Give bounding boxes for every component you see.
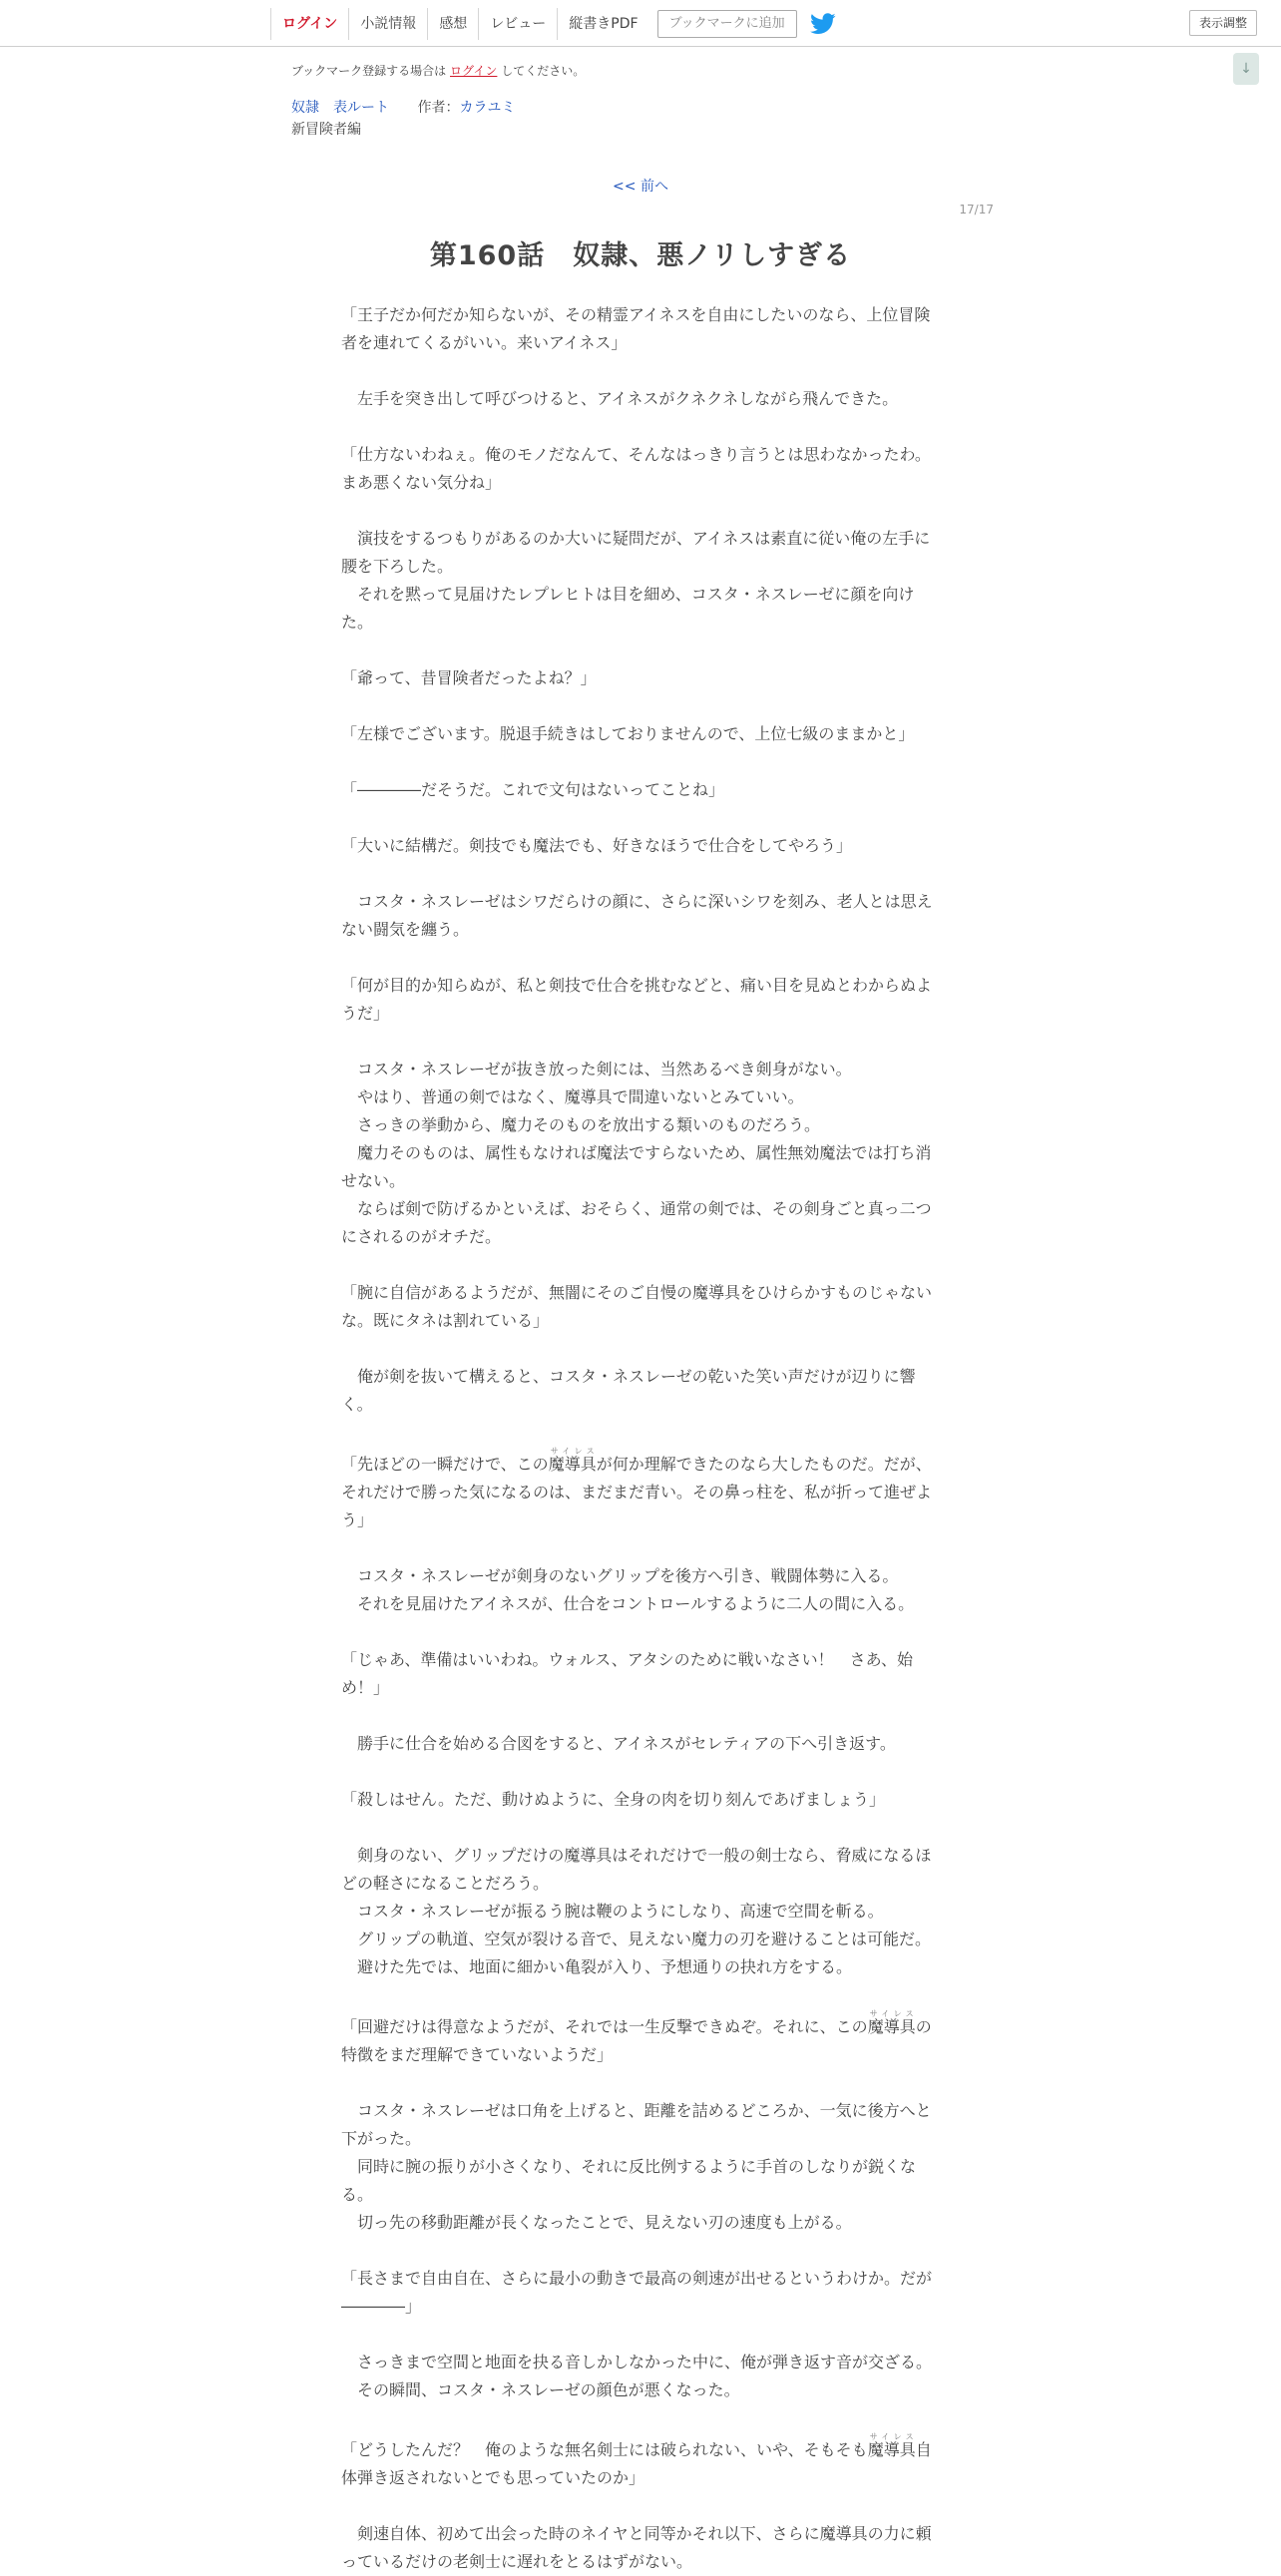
- ruby-base: 魔導具: [867, 2440, 916, 2459]
- ruby-base: 魔導具: [548, 1455, 597, 1474]
- novel-line: ならば剣で防げるかといえば、おそらく、通常の剣では、その剣身ごと真っ二つにされるのがオチだ。: [341, 1199, 932, 1246]
- novel-line: 剣速自体、初めて出会った時のネイヤと同等かそれ以下、さらに魔導具の力に頼っているだけの老剣士に遅れをとるはずがない。: [341, 2524, 932, 2571]
- login-link[interactable]: ログイン: [270, 8, 348, 40]
- novel-line: [341, 1758, 940, 1786]
- novel-line: [341, 1618, 940, 1646]
- prev-page-link[interactable]: << 前へ: [613, 179, 668, 195]
- series-info: [291, 97, 515, 117]
- ruby-annotation: [548, 1447, 597, 1474]
- novel-line: 「爺って、昔冒険者だったよね？」: [341, 668, 597, 687]
- page-counter: 17/17: [959, 203, 994, 216]
- novel-line: やはり、普通の剣ではなく、魔導具で間違いないとみていい。: [341, 1087, 804, 1106]
- novel-line: [341, 2069, 940, 2097]
- novel-body: [341, 301, 940, 2576]
- novel-line: コスタ・ネスレーゼが振るう腕は鞭のようにしなり、高速で空間を斬る。: [341, 1902, 884, 1921]
- novel-line: [341, 413, 940, 441]
- novel-line-text-after: 自体弾き返されないとでも思っていたのか」: [341, 2440, 932, 2487]
- novel-line: 演技をするつもりがあるのか大いに疑問だが、アイネスは素直に従い俺の左手に腰を下ろした。: [341, 529, 931, 576]
- novel-line: 「王子だか何だか知らないが、その精霊アイネスを自由にしたいのなら、上位冒険者を連れてくるがいい。来いアイネス」: [341, 305, 931, 352]
- novel-line: [341, 2237, 940, 2265]
- novel-line-text-after: が何か理解できたのなら大したものだ。だが、それだけで勝った気になるのは、まだまだ青い。その鼻っ柱を、私が折って進ぜよう」: [341, 1455, 933, 1529]
- novel-line: [341, 748, 940, 776]
- novel-line: [341, 2404, 940, 2432]
- novel-line: [341, 1981, 940, 2009]
- add-bookmark-button[interactable]: ブックマークに追加: [657, 10, 797, 38]
- novel-line: 「仕方ないわねぇ。俺のモノだなんて、そんなはっきり言うとは思わなかったわ。まあ悪くない気分ね」: [341, 445, 931, 492]
- prev-page-nav: [0, 176, 1281, 196]
- novel-line: [341, 2009, 940, 2069]
- novel-line: 「――――だそうだ。これで文句はないってことね」: [341, 780, 725, 799]
- novel-line: [341, 692, 940, 720]
- scroll-down-button[interactable]: ↓: [1233, 53, 1259, 85]
- novel-line: [341, 357, 940, 385]
- bookmark-notice-text-end: してください。: [501, 64, 586, 78]
- novel-line: [341, 1702, 940, 1730]
- novel-line: 避けた先では、地面に細かい亀裂が入り、予想通りの抉れ方をする。: [341, 1957, 853, 1976]
- novel-line: 勝手に仕合を始める合図をすると、アイネスがセレティアの下へ引き返す。: [341, 1734, 896, 1753]
- novel-line: さっきまで空間と地面を抉る音しかしなかった中に、俺が弾き返す音が交ざる。: [341, 2353, 933, 2371]
- novel-line: グリップの軌道、空気が裂ける音で、見えない魔力の刃を避けることは可能だ。: [341, 1930, 932, 1948]
- novel-line: コスタ・ネスレーゼが抜き放った剣には、当然あるべき剣身がない。: [341, 1060, 852, 1078]
- novel-line: 「何が目的か知らぬが、私と剣技で仕合を挑むなどと、痛い目を見ぬとわからぬようだ」: [341, 976, 933, 1023]
- novel-line: コスタ・ネスレーゼは口角を上げると、距離を詰めるどころか、一気に後方へと下がった。: [341, 2101, 932, 2148]
- novel-line: [341, 804, 940, 832]
- novel-line: [341, 1419, 940, 1447]
- novel-line: [341, 1814, 940, 1842]
- novel-line: 「腕に自信があるようだが、無闇にそのご自慢の魔導具をひけらかすものじゃないな。既にタネは割れている」: [341, 1283, 933, 1330]
- novel-line-text: 「回避だけは得意なようだが、それでは一生反撃できぬぞ。それに、この: [341, 2017, 868, 2036]
- bookmark-login-notice: [291, 62, 585, 79]
- author-label: 作者：: [417, 100, 460, 116]
- novel-line-text: 「どうしたんだ？ 俺のような無名剣士には破られない、いや、そもそも: [341, 2440, 868, 2459]
- novel-info-link[interactable]: 小説情報: [348, 8, 427, 40]
- ruby-annotation: [867, 2432, 916, 2459]
- ruby-reading: サイレス: [867, 2432, 916, 2441]
- ruby-reading: サイレス: [548, 1447, 597, 1456]
- novel-line: 俺が剣を抜いて構えると、コスタ・ネスレーゼの乾いた笑い声だけが辺りに響く。: [341, 1367, 916, 1414]
- novel-line: [341, 637, 940, 664]
- bookmark-login-link[interactable]: ログイン: [450, 64, 498, 78]
- novel-line: 「長さまで自由自在、さらに最小の動きで最高の剣速が出せるというわけか。だが――――」: [341, 2269, 933, 2316]
- novel-line: それを見届けたアイネスが、仕合をコントロールするように二人の間に入る。: [341, 1594, 915, 1613]
- novel-line: 「殺しはせん。ただ、動けぬように、全身の肉を切り刻んであげましょう」: [341, 1790, 885, 1809]
- novel-line: それを黙って見届けたレプレヒトは目を細め、コスタ・ネスレーゼに顔を向けた。: [341, 585, 915, 632]
- series-title-link[interactable]: 奴隷 表ルート: [291, 100, 389, 116]
- novel-line: [341, 1447, 940, 1534]
- bookmark-notice-text: ブックマーク登録する場合は: [291, 64, 447, 78]
- display-settings-button[interactable]: 表示調整: [1189, 10, 1257, 36]
- vertical-pdf-link[interactable]: 縦書きPDF: [557, 8, 648, 40]
- nav-menu: [270, 8, 836, 40]
- novel-line: 「じゃあ、準備はいいわね。ウォルス、アタシのために戦いなさい！ さあ、始め！」: [341, 1650, 913, 1697]
- novel-line: [341, 860, 940, 888]
- impressions-link[interactable]: 感想: [427, 8, 478, 40]
- novel-line: 「左様でございます。脱退手続きはしておりませんので、上位七級のままかと」: [341, 724, 915, 743]
- novel-line: 魔力そのものは、属性もなければ魔法ですらないため、属性無効魔法では打ち消せない。: [341, 1143, 932, 1190]
- novel-line: [341, 1335, 940, 1363]
- novel-line: [341, 1251, 940, 1279]
- review-link[interactable]: レビュー: [478, 8, 557, 40]
- ruby-base: 魔導具: [867, 2017, 916, 2036]
- ruby-reading: サイレス: [867, 2009, 916, 2018]
- novel-line: [341, 2321, 940, 2349]
- novel-line: 「大いに結構だ。剣技でも魔法でも、好きなほうで仕合をしてやろう」: [341, 836, 853, 855]
- episode-title: 第160話 奴隷、悪ノリしすぎる: [429, 240, 852, 271]
- novel-line: 切っ先の移動距離が長くなったことで、見えない刃の速度も上がる。: [341, 2213, 852, 2232]
- novel-line: [341, 2432, 940, 2492]
- novel-line: [341, 1534, 940, 1562]
- novel-line: [341, 944, 940, 972]
- novel-line: コスタ・ネスレーゼが剣身のないグリップを後方へ引き、戦闘体勢に入る。: [341, 1566, 899, 1585]
- novel-line: 同時に腕の振りが小さくなり、それに反比例するように手首のしなりが鋭くなる。: [341, 2157, 917, 2204]
- novel-line: その瞬間、コスタ・ネスレーゼの顔色が悪くなった。: [341, 2380, 740, 2399]
- top-navigation-bar: [0, 0, 1281, 47]
- novel-line: [341, 1028, 940, 1056]
- novel-line-text: 「先ほどの一瞬だけで、この: [341, 1455, 549, 1474]
- novel-line: 剣身のない、グリップだけの魔導具はそれだけで一般の剣士なら、脅威になるほどの軽さになることだろう。: [341, 1846, 932, 1893]
- twitter-bird-icon[interactable]: [810, 13, 836, 35]
- author-link[interactable]: カラユミ: [459, 100, 516, 116]
- novel-line-text-after: の特徴をまだ理解できていないようだ」: [341, 2017, 932, 2064]
- chapter-group-title: 新冒険者編: [291, 122, 361, 138]
- novel-line: コスタ・ネスレーゼはシワだらけの顔に、さらに深いシワを刻み、老人とは思えない闘気を纏う。: [341, 892, 933, 939]
- novel-line: 左手を突き出して呼びつけると、アイネスがクネクネしながら飛んできた。: [341, 389, 899, 408]
- novel-line: さっきの挙動から、魔力そのものを放出する類いのものだろう。: [341, 1115, 821, 1134]
- ruby-annotation: [867, 2009, 916, 2036]
- novel-line: [341, 2492, 940, 2520]
- novel-line: [341, 497, 940, 525]
